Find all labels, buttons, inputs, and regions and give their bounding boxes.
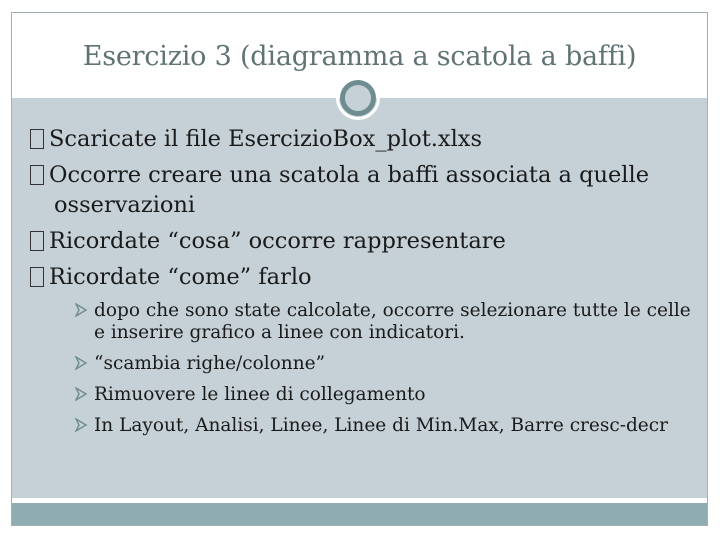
missing-glyph-box-icon [30,129,44,149]
list-item [30,262,700,292]
sub-list-item [74,415,700,437]
bullet-text: Scaricate il file EsercizioBox_plot.xlxs [49,126,483,152]
bullet-text: Ricordate “come” farlo [49,264,312,290]
list-item [30,160,700,220]
ring-ornament-icon [340,80,376,116]
sub-bullet-text: In Layout, Analisi, Linee, Linee di Min.Max, Barre cresc-decr [94,415,668,436]
bullet-text-continuation: osservazioni [54,192,196,218]
footer-bar [12,503,707,525]
bullet-list [30,124,700,446]
hollow-arrow-bullet-icon [74,418,88,432]
sub-bullet-list [30,300,700,437]
bullet-text: Ricordate “cosa” occorre rappresentare [49,228,506,254]
missing-glyph-box-icon [30,267,44,287]
sub-list-item [74,353,700,375]
hollow-arrow-bullet-icon [74,303,88,317]
slide-title: Esercizio 3 (diagramma a scatola a baffi) [82,41,637,72]
sub-list-item [74,384,700,406]
sub-bullet-text: “scambia righe/colonne” [94,353,326,374]
hollow-arrow-bullet-icon [74,356,88,370]
hollow-arrow-bullet-icon [74,387,88,401]
sub-bullet-text: dopo che sono state calcolate, occorre selezionare tutte le celle e inserire grafico a linee con indicatori. [94,300,691,343]
sub-list-item [74,300,700,344]
list-item [30,226,700,256]
missing-glyph-box-icon [30,165,44,185]
sub-bullet-text: Rimuovere le linee di collegamento [94,384,426,405]
bullet-text: Occorre creare una scatola a baffi associata a quelle [49,162,650,188]
list-item [30,124,700,154]
missing-glyph-box-icon [30,231,44,251]
